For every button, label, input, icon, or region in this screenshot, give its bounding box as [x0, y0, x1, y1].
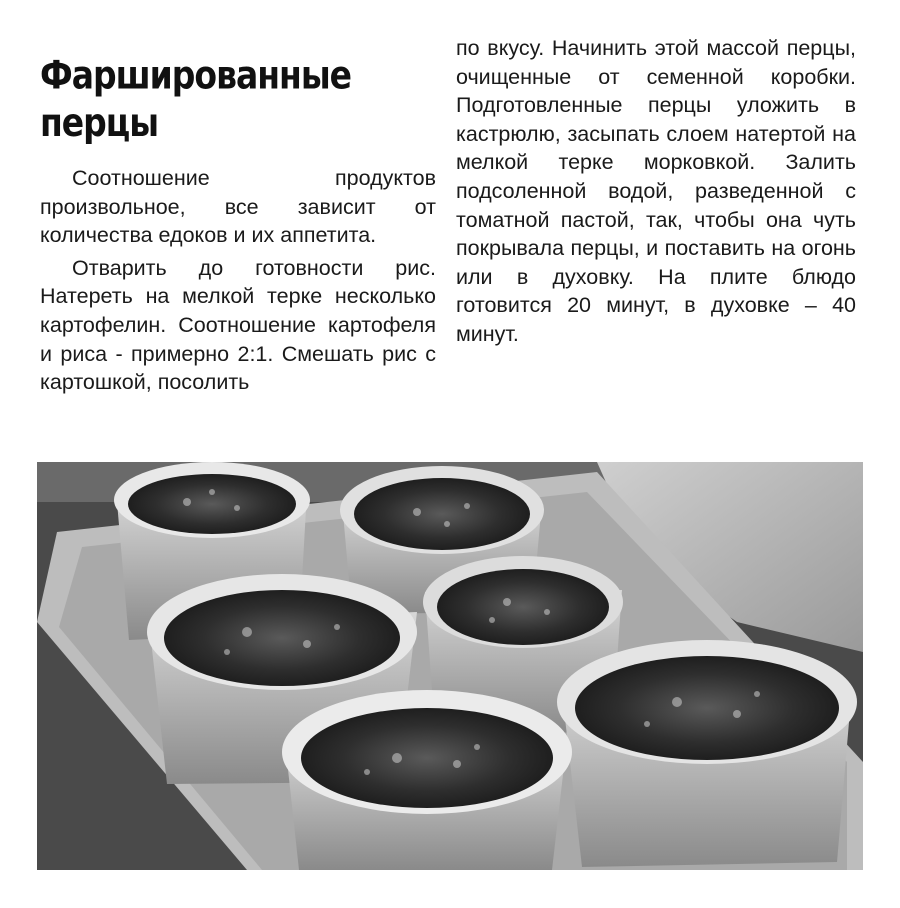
title-line-2: перцы — [40, 99, 159, 146]
article-title — [40, 52, 370, 146]
paragraph-method-continued: по вкусу. Начинить этой массой перцы, очищенные от семенной коробки. Подготовленные перцы уложить в кастрюлю, засыпать слоем натертой на мелкой терке морковкой. Залить подсоленной водой, разведенной с томатной пастой, так, чтобы она чуть покрывала перцы, и поставить на огонь или в духовку. На плите блюдо готовится 20 минут, в духовке – 40 минут. — [456, 36, 856, 346]
photo-illustration — [37, 462, 863, 870]
left-text-column — [40, 164, 436, 401]
paragraph-intro: Соотношение продуктов произвольное, все зависит от количества едоков и их аппетита. — [40, 166, 436, 248]
paragraph-method-start: Отварить до готовности рис. Натереть на мелкой терке несколько картофелин. Соотношение картофеля и риса - примерно 2:1. Смешать рис с картошкой, посолить — [40, 255, 436, 395]
pepper-front-right — [557, 640, 857, 867]
right-text-column — [456, 34, 856, 353]
stuffed-peppers-photo — [37, 462, 863, 870]
title-line-1: Фаршированные — [40, 52, 352, 99]
pepper-front-center — [282, 690, 572, 870]
